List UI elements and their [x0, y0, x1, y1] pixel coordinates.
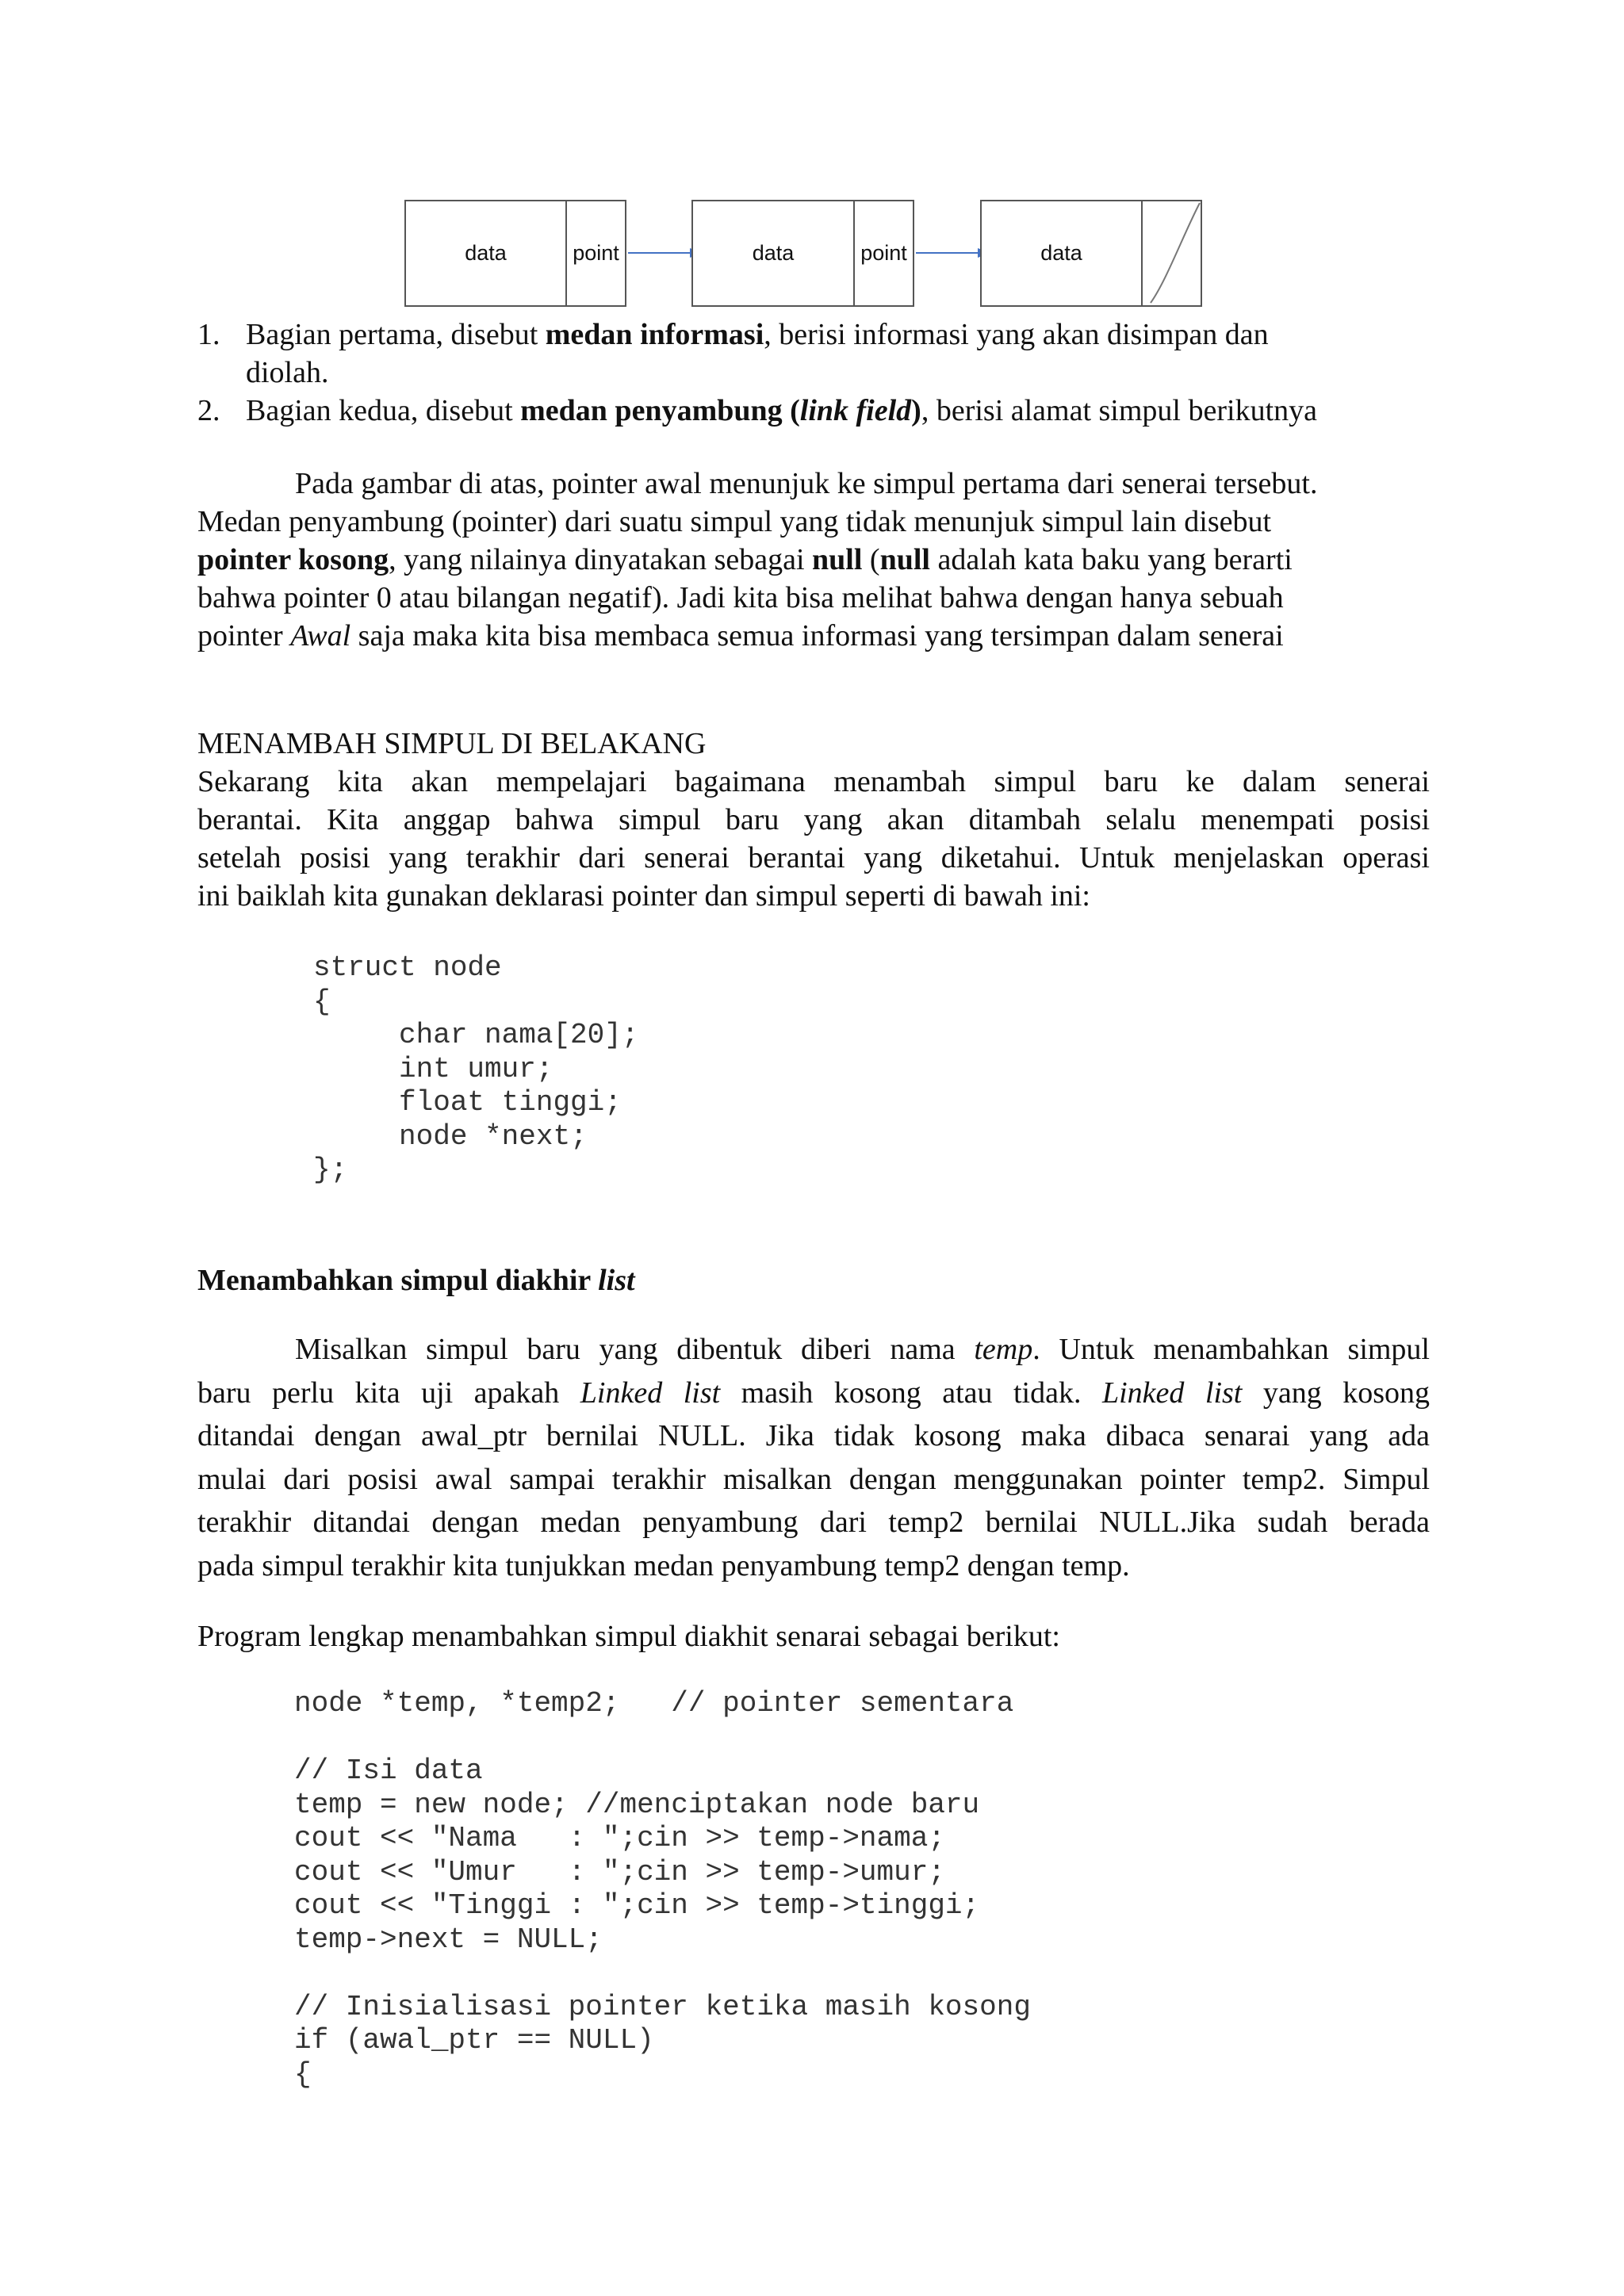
code-line: if (awal_ptr == NULL) [294, 2024, 654, 2057]
list-number-2: 2. [197, 394, 220, 427]
section2-line6: pada simpul terakhir kita tunjukkan medan penyambung temp2 dengan temp. [197, 1548, 1130, 1582]
code-line: float tinggi; [313, 1086, 622, 1119]
para1-line3: pointer kosong, yang nilainya dinyatakan sebagai null (null adalah kata baku yang berarti [197, 543, 1293, 576]
node-pointer-field: point [853, 201, 913, 305]
code-line: int umur; [313, 1052, 553, 1085]
code-line: temp = new node; //menciptakan node baru [294, 1788, 980, 1821]
code-line [294, 1957, 1031, 1991]
code-line: // Isi data [294, 1755, 483, 1787]
code-line: }; [313, 1154, 348, 1186]
code-line: cout << "Nama : ";cin >> temp->nama; [294, 1822, 945, 1854]
section2-line5: terakhir ditandai dengan medan penyambung dari temp2 bernilai NULL.Jika sudah berada [197, 1506, 1430, 1539]
code-line: node *next; [313, 1119, 588, 1153]
code-block-add-node [294, 1687, 1031, 2091]
section-heading-menambah-simpul: MENAMBAH SIMPUL DI BELAKANG [197, 727, 707, 760]
code-line: // Inisialisasi pointer ketika masih kosong [294, 1990, 1031, 2023]
para1-line5: pointer Awal saja maka kita bisa membaca semua informasi yang tersimpan dalam senerai [197, 619, 1284, 652]
list-node-2 [691, 200, 914, 307]
list-node-3 [980, 200, 1202, 307]
section2-line1: Misalkan simpul baru yang dibentuk diberi nama temp. Untuk menambahkan simpul [295, 1333, 1430, 1366]
null-slash-icon [1143, 201, 1202, 305]
list-item-2-line1: Bagian kedua, disebut medan penyambung (link field), berisi alamat simpul berikutnya [246, 394, 1317, 427]
code-line: node *temp, *temp2; // pointer sementara [294, 1687, 1014, 1720]
para1-line2: Medan penyambung (pointer) dari suatu simpul yang tidak menunjuk simpul lain disebut [197, 505, 1272, 538]
code-line: { [313, 985, 331, 1018]
code-line: { [294, 2057, 312, 2091]
program-intro-text: Program lengkap menambahkan simpul diakhit senarai sebagai berikut: [197, 1620, 1060, 1653]
node-data-field: data [752, 241, 795, 265]
code-line: struct node [313, 951, 502, 984]
code-line: cout << "Umur : ";cin >> temp->umur; [294, 1855, 945, 1888]
section2-line3: ditandai dengan awal_ptr bernilai NULL. Jika tidak kosong maka dibaca senarai yang ada [197, 1419, 1430, 1452]
list-number-1: 1. [197, 318, 220, 351]
node-data-field: data [465, 241, 507, 265]
list-item-1-line2: diolah. [246, 356, 329, 389]
list-node-1 [404, 200, 626, 307]
section1-line4: ini baiklah kita gunakan deklarasi pointer dan simpul seperti di bawah ini: [197, 879, 1090, 913]
list-item-1-line1: Bagian pertama, disebut medan informasi, berisi informasi yang akan disimpan dan [246, 318, 1269, 351]
paragraph-pointer-explanation [197, 465, 1430, 655]
para1-line1: Pada gambar di atas, pointer awal menunjuk ke simpul pertama dari senerai tersebut. [295, 467, 1318, 500]
paragraph-menambahkan-diakhir [197, 1328, 1430, 1587]
section1-line2: berantai. Kita anggap bahwa simpul baru yang akan ditambah selalu menempati posisi [197, 803, 1430, 836]
code-line: temp->next = NULL; [294, 1923, 603, 1956]
paragraph-menambah-simpul [197, 763, 1430, 915]
node-data-field: data [1040, 241, 1082, 265]
section-heading-menambahkan-diakhir: Menambahkan simpul diakhir list [197, 1264, 635, 1297]
null-pointer-field [1141, 201, 1201, 305]
code-line: char nama[20]; [313, 1019, 639, 1051]
section1-line1: Sekarang kita akan mempelajari bagaimana menambah simpul baru ke dalam senerai [197, 765, 1430, 798]
para1-line4: bahwa pointer 0 atau bilangan negatif). Jadi kita bisa melihat bahwa dengan hanya sebuah [197, 581, 1284, 614]
section2-line2: baru perlu kita uji apakah Linked list masih kosong atau tidak. Linked list yang kosong [197, 1376, 1431, 1410]
code-line: cout << "Tinggi : ";cin >> temp->tinggi; [294, 1889, 980, 1922]
section1-line3: setelah posisi yang terakhir dari senerai berantai yang diketahui. Untuk menjelaskan operasi [197, 841, 1430, 874]
code-line [294, 1721, 1031, 1755]
code-block-struct-node [313, 951, 638, 1188]
node-pointer-field: point [565, 201, 625, 305]
section2-line4: mulai dari posisi awal sampai terakhir misalkan dengan menggunakan pointer temp2. Simpul [197, 1462, 1430, 1496]
